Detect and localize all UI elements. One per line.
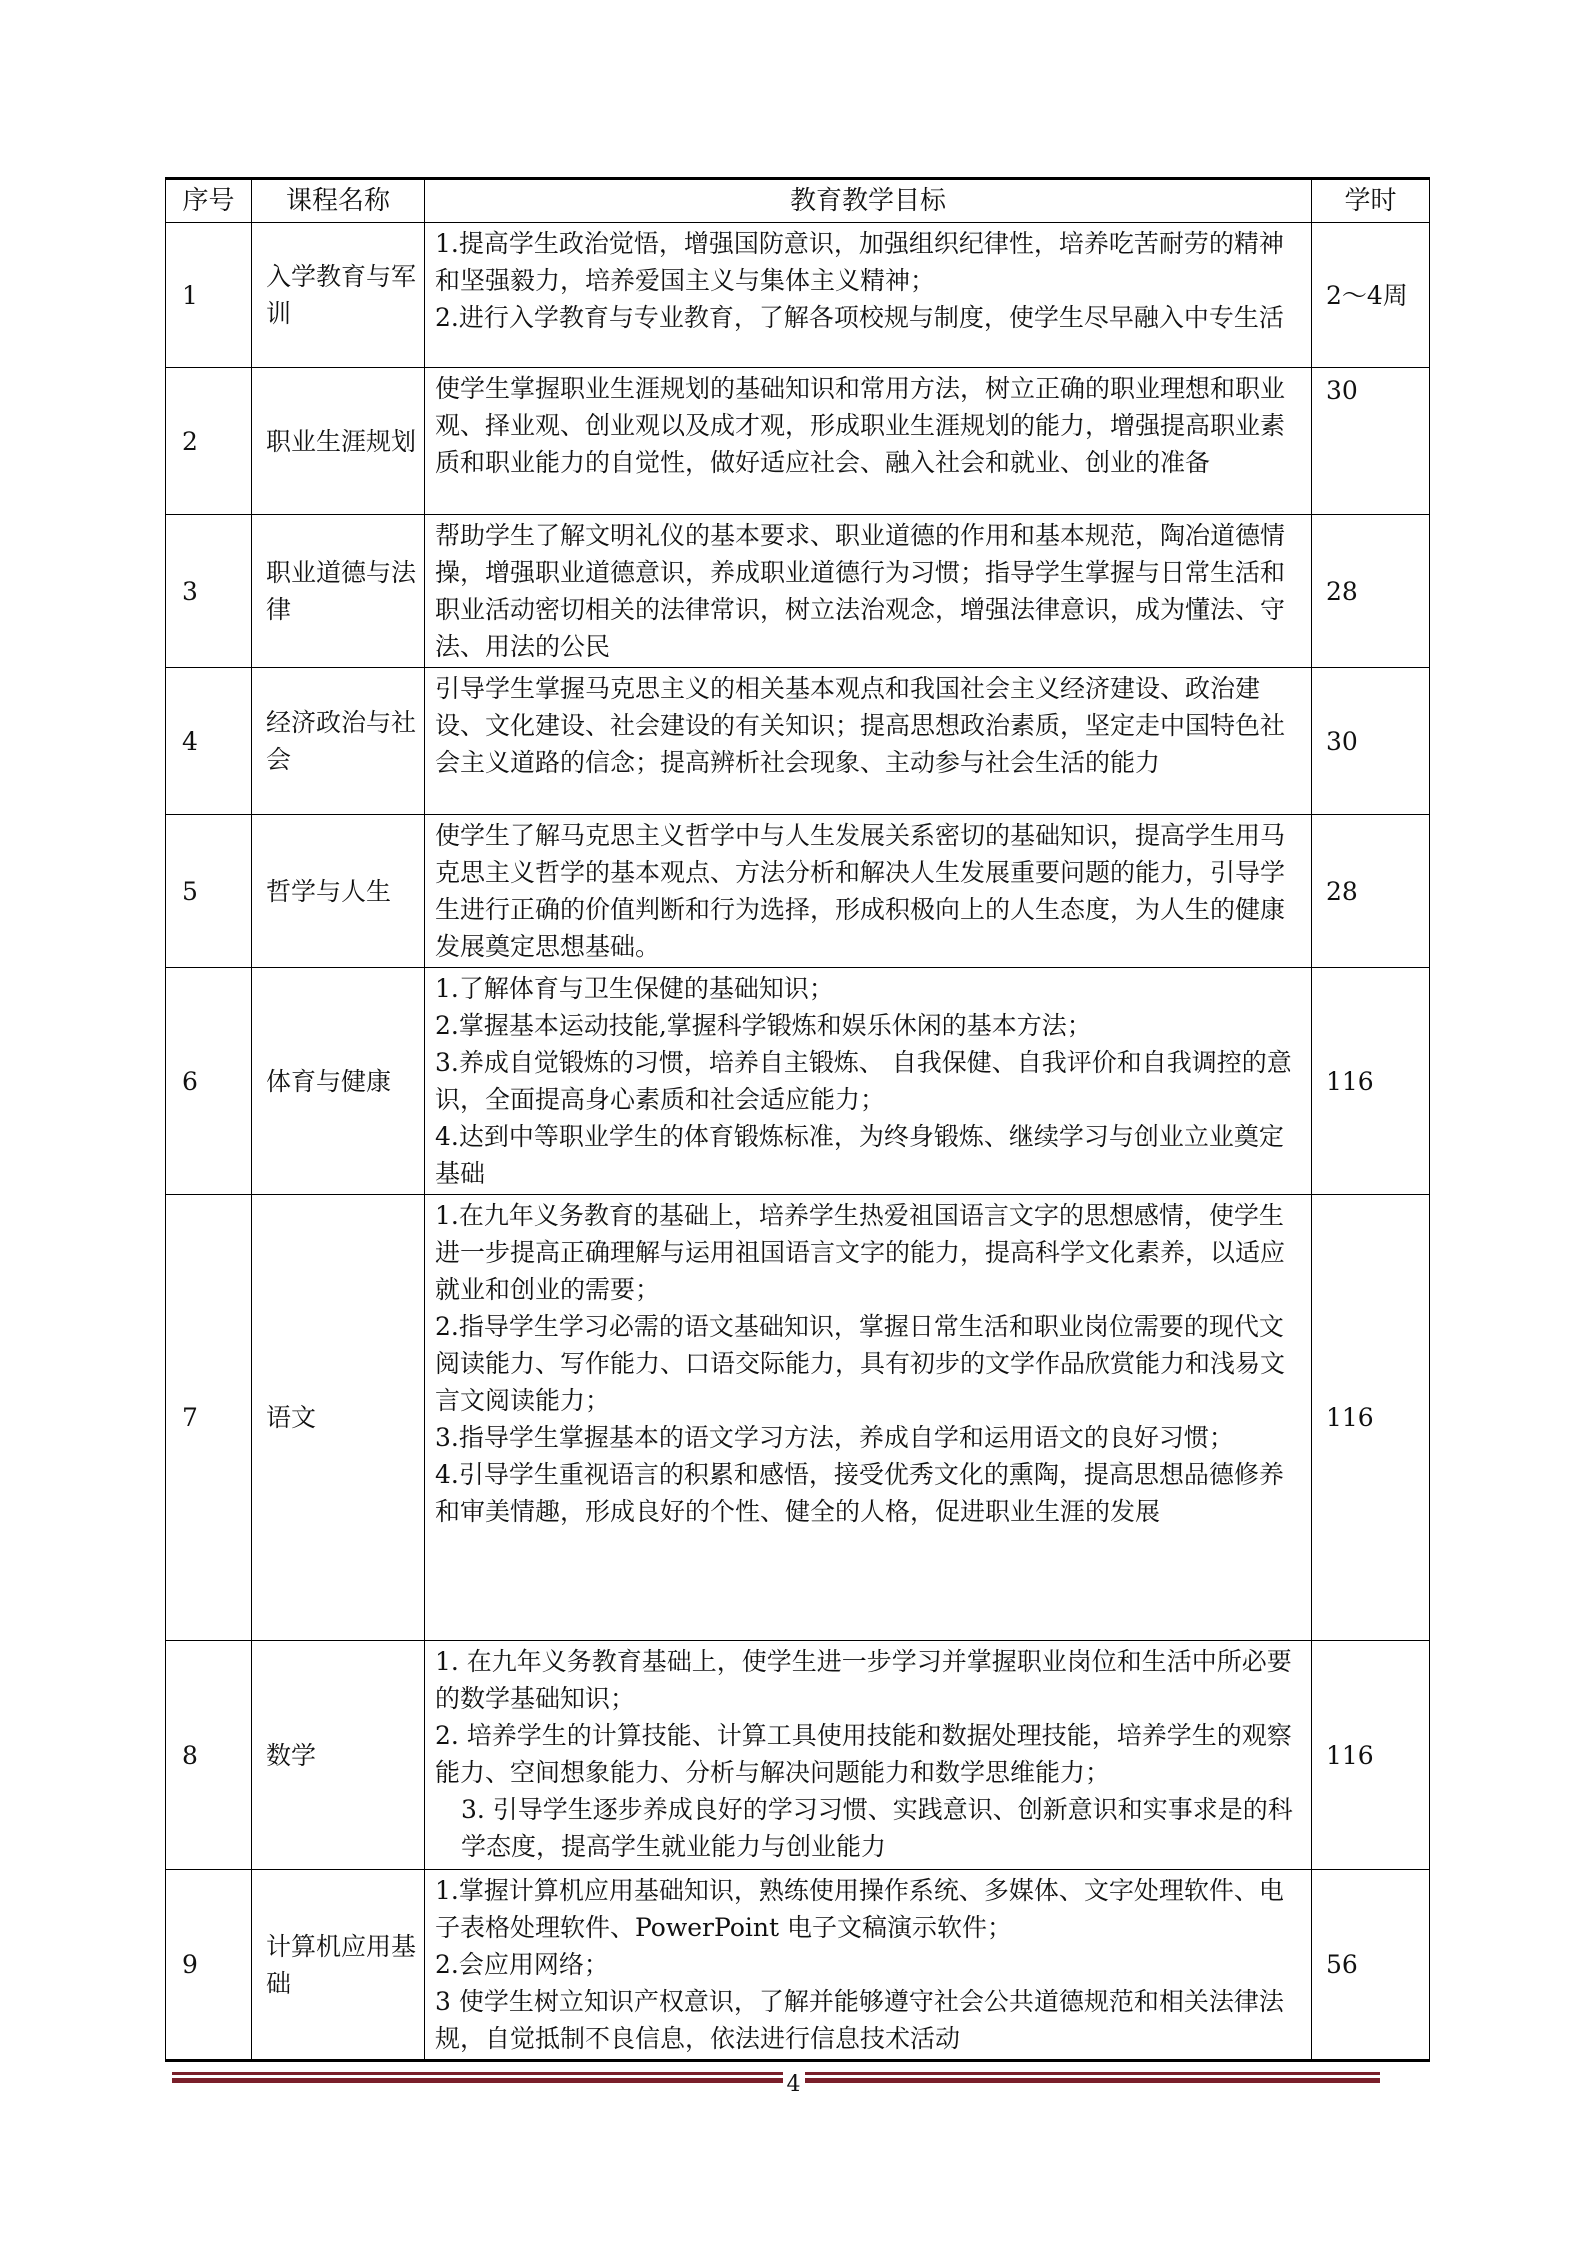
course-name: 哲学与人生 [252, 815, 425, 968]
table-body [166, 223, 1430, 2061]
course-name: 职业道德与法律 [252, 515, 425, 668]
goal-text: 4.达到中等职业学生的体育锻炼标准，为终身锻炼、继续学习与创业立业奠定基础 [435, 1122, 1284, 1188]
row-number: 9 [166, 1870, 252, 2061]
table-row [166, 1195, 1430, 1641]
course-hours: 30 [1312, 668, 1430, 815]
table-row [166, 368, 1430, 515]
goal-text: 3.指导学生掌握基本的语文学习方法，养成自学和运用语文的良好习惯； [435, 1423, 1234, 1452]
row-number: 5 [166, 815, 252, 968]
page-number-container [0, 2070, 1587, 2100]
course-hours: 56 [1312, 1870, 1430, 2061]
goal-text: 使学生了解马克思主义哲学中与人生发展关系密切的基础知识，提高学生用马克思主义哲学的基本观点、方法分析和解决人生发展重要问题的能力，引导学生进行正确的价值判断和行为选择，形成积极向上的人生态度，为人生的健康发展奠定思想基础。 [435, 821, 1286, 961]
header-hours: 学时 [1312, 179, 1430, 223]
goal-text: 使学生掌握职业生涯规划的基础知识和常用方法，树立正确的职业理想和职业观、择业观、创业观以及成才观，形成职业生涯规划的能力，增强提高职业素质和职业能力的自觉性，做好适应社会、融入社会和就业、创业的准备 [435, 374, 1286, 477]
course-name: 经济政治与社会 [252, 668, 425, 815]
goal-text: 3. 引导学生逐步养成良好的学习习惯、实践意识、创新意识和实事求是的科学态度，提高学生就业能力与创业能力 [461, 1795, 1293, 1861]
course-name: 数学 [252, 1641, 425, 1870]
row-number: 7 [166, 1195, 252, 1641]
course-name: 计算机应用基础 [252, 1870, 425, 2061]
row-number: 4 [166, 668, 252, 815]
goal-text: 引导学生掌握马克思主义的相关基本观点和我国社会主义经济建设、政治建设、文化建设、社会建设的有关知识；提高思想政治素质，坚定走中国特色社会主义道路的信念；提高辨析社会现象、主动参与社会生活的能力 [435, 674, 1286, 777]
course-goal [425, 668, 1312, 815]
course-hours: 116 [1312, 968, 1430, 1195]
row-number: 6 [166, 968, 252, 1195]
goal-text: 1. 在九年义务教育基础上，使学生进一步学习并掌握职业岗位和生活中所必要的数学基础知识； [435, 1647, 1292, 1713]
course-name: 体育与健康 [252, 968, 425, 1195]
row-number: 3 [166, 515, 252, 668]
course-goal [425, 223, 1312, 368]
course-hours: 28 [1312, 515, 1430, 668]
course-name: 语文 [252, 1195, 425, 1641]
table-row [166, 668, 1430, 815]
course-table [165, 177, 1430, 2062]
row-number: 1 [166, 223, 252, 368]
table-row [166, 515, 1430, 668]
goal-text: 1.提高学生政治觉悟，增强国防意识，加强组织纪律性，培养吃苦耐劳的精神和坚强毅力，培养爱国主义与集体主义精神； [435, 229, 1284, 295]
course-goal [425, 815, 1312, 968]
table-header-row [166, 179, 1430, 223]
page-number: 4 [783, 2072, 805, 2097]
goal-text: 2.会应用网络； [435, 1950, 609, 1979]
header-no: 序号 [166, 179, 252, 223]
course-goal [425, 968, 1312, 1195]
goal-text: 1.掌握计算机应用基础知识，熟练使用操作系统、多媒体、文字处理软件、电子表格处理软件、PowerPoint 电子文稿演示软件； [435, 1876, 1284, 1942]
goal-text: 1.了解体育与卫生保健的基础知识； [435, 974, 834, 1003]
table-row [166, 968, 1430, 1195]
table-row [166, 223, 1430, 368]
goal-text: 3 使学生树立知识产权意识，了解并能够遵守社会公共道德规范和相关法律法规，自觉抵制不良信息，依法进行信息技术活动 [435, 1987, 1284, 2053]
goal-text: 2. 培养学生的计算技能、计算工具使用技能和数据处理技能，培养学生的观察能力、空间想象能力、分析与解决问题能力和数学思维能力； [435, 1721, 1292, 1787]
goal-text: 帮助学生了解文明礼仪的基本要求、职业道德的作用和基本规范，陶冶道德情操，增强职业道德意识，养成职业道德行为习惯；指导学生掌握与日常生活和职业活动密切相关的法律常识，树立法治观念，增强法律意识，成为懂法、守法、用法的公民 [435, 521, 1286, 661]
course-hours: 116 [1312, 1195, 1430, 1641]
goal-text: 2.指导学生学习必需的语文基础知识，掌握日常生活和职业岗位需要的现代文阅读能力、写作能力、口语交际能力，具有初步的文学作品欣赏能力和浅易文言文阅读能力； [435, 1312, 1286, 1415]
course-goal [425, 1870, 1312, 2061]
course-name: 入学教育与军训 [252, 223, 425, 368]
course-goal [425, 1641, 1312, 1870]
goal-text: 4.引导学生重视语言的积累和感悟，接受优秀文化的熏陶，提高思想品德修养和审美情趣，形成良好的个性、健全的人格，促进职业生涯的发展 [435, 1460, 1284, 1526]
row-number: 2 [166, 368, 252, 515]
course-goal [425, 515, 1312, 668]
table-row [166, 1870, 1430, 2061]
course-goal [425, 1195, 1312, 1641]
goal-text: 2.进行入学教育与专业教育，了解各项校规与制度，使学生尽早融入中专生活 [435, 303, 1284, 332]
course-hours: 30 [1312, 368, 1430, 515]
goal-text: 2.掌握基本运动技能,掌握科学锻炼和娱乐休闲的基本方法； [435, 1011, 1092, 1040]
row-number: 8 [166, 1641, 252, 1870]
header-goal: 教育教学目标 [425, 179, 1312, 223]
course-name: 职业生涯规划 [252, 368, 425, 515]
goal-text: 1.在九年义务教育的基础上，培养学生热爱祖国语言文字的思想感情，使学生进一步提高正确理解与运用祖国语言文字的能力，提高科学文化素养，以适应就业和创业的需要； [435, 1201, 1286, 1304]
course-hours: 2～4周 [1312, 223, 1430, 368]
goal-text: 3.养成自觉锻炼的习惯，培养自主锻炼、 自我保健、自我评价和自我调控的意识，全面提高身心素质和社会适应能力； [435, 1048, 1292, 1114]
course-hours: 116 [1312, 1641, 1430, 1870]
course-hours: 28 [1312, 815, 1430, 968]
course-goal [425, 368, 1312, 515]
table-row [166, 815, 1430, 968]
header-course-name: 课程名称 [252, 179, 425, 223]
table-row [166, 1641, 1430, 1870]
